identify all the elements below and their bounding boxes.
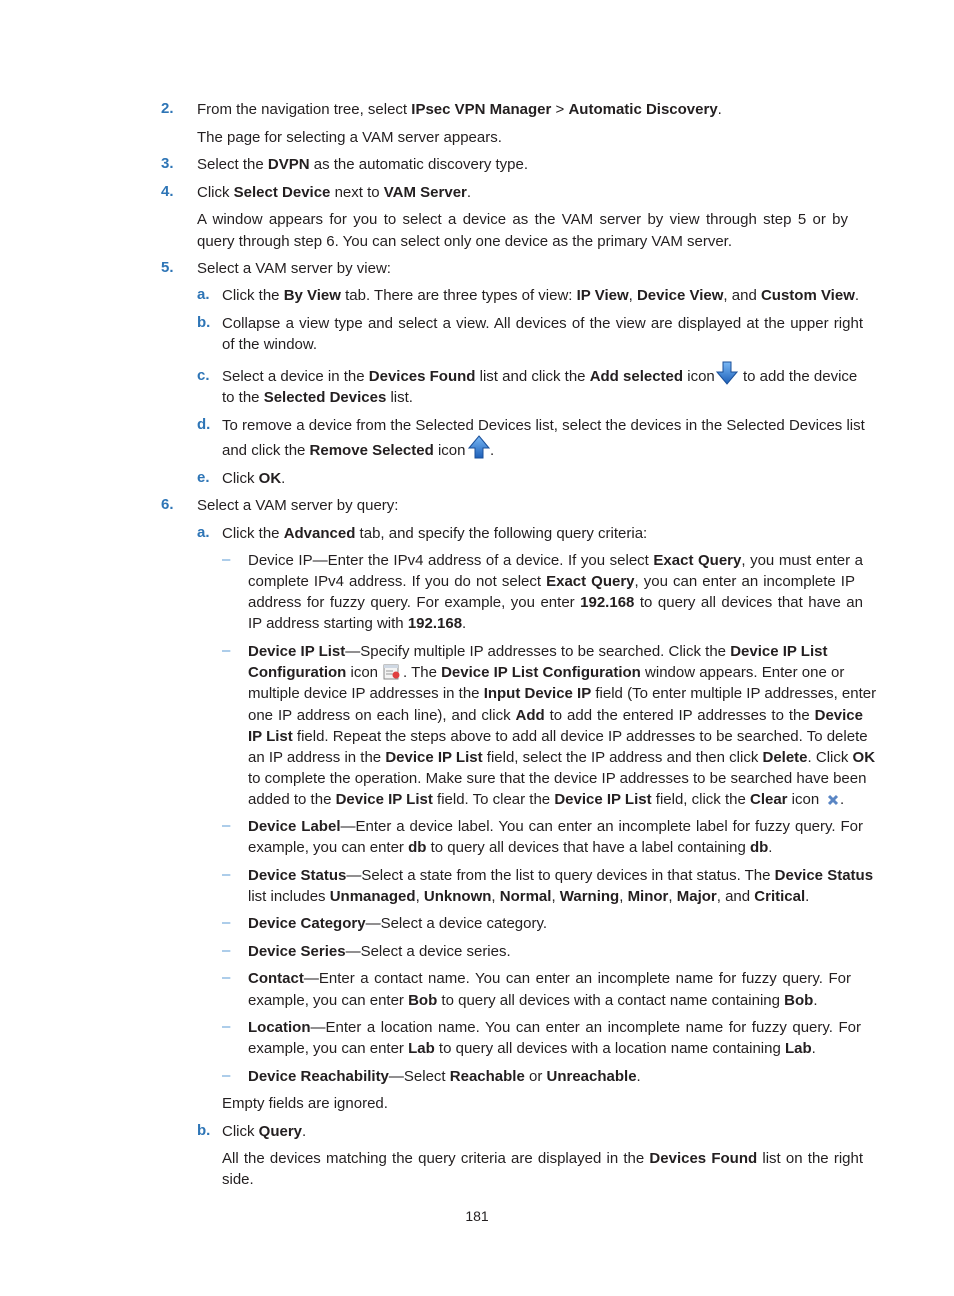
step-text: Click Select Device next to VAM Server. — [197, 184, 472, 201]
criteria-text: Device Category—Select a device category. — [248, 915, 548, 932]
criteria-text: Location—Enter a location name. You can enter an incomplete name for fuzzy query. For — [248, 1019, 861, 1036]
substep-letter: d. — [197, 416, 211, 433]
step-number: 4. — [161, 183, 174, 200]
step-number: 3. — [161, 155, 174, 172]
substep-text: to the Selected Devices list. — [222, 389, 413, 406]
list-dash: – — [222, 914, 231, 931]
criteria-text: . — [840, 791, 845, 808]
substep-text: . — [490, 442, 495, 459]
substep-text: Click OK. — [222, 470, 286, 487]
substep-letter: a. — [197, 286, 210, 303]
criteria-text: to complete the operation. Make sure that the device IP addresses to be searched have been — [248, 770, 867, 787]
substep-note: All the devices matching the query criteria are displayed in the Devices Found list on the right — [222, 1150, 864, 1167]
criteria-text: list includes Unmanaged, Unknown, Normal, Warning, Minor, Major, and Critical. — [248, 888, 810, 905]
note-text: Empty fields are ignored. — [222, 1095, 388, 1112]
substep-text: to add the device — [743, 368, 858, 385]
criteria-text: . The Device IP List Configuration window appears. Enter one or — [403, 664, 845, 681]
criteria-text: example, you can enter Lab to query all devices with a location name containing Lab. — [248, 1040, 816, 1057]
criteria-text: one IP address on each line), and click Add to add the entered IP addresses to the Device — [248, 707, 863, 724]
substep-text: Click the By View tab. There are three types of view: IP View, Device View, and Custom View. — [222, 287, 860, 304]
list-dash: – — [222, 817, 231, 834]
substep-text: and click the Remove Selected icon — [222, 442, 466, 459]
substep-text: Select a device in the Devices Found list and click the Add selected icon — [222, 368, 715, 385]
step-note: The page for selecting a VAM server appears. — [197, 129, 502, 146]
substep-text: Collapse a view type and select a view. All devices of the view are displayed at the upper right — [222, 315, 863, 332]
criteria-text: IP address starting with 192.168. — [248, 615, 467, 632]
substep-text: Click the Advanced tab, and specify the following query criteria: — [222, 525, 648, 542]
list-dash: – — [222, 866, 231, 883]
criteria-text: example, you can enter Bob to query all devices with a contact name containing Bob. — [248, 992, 818, 1009]
substep-text: Click Query. — [222, 1123, 307, 1140]
list-dash: – — [222, 642, 231, 659]
page-number: 181 — [465, 1208, 489, 1224]
criteria-text: IP List field. Repeat the steps above to add all device IP addresses to be searched. To delete — [248, 728, 868, 745]
step-text: Select a VAM server by query: — [197, 497, 399, 514]
substep-letter: b. — [197, 1122, 211, 1139]
criteria-text: Contact—Enter a contact name. You can enter an incomplete name for fuzzy query. For — [248, 970, 851, 987]
step-note: query through step 6. You can select only one device as the primary VAM server. — [197, 233, 733, 250]
criteria-text: Device Reachability—Select Reachable or Unreachable. — [248, 1068, 641, 1085]
list-dash: – — [222, 1018, 231, 1035]
criteria-text: address for fuzzy query. For example, you enter 192.168 to query all devices that have an — [248, 594, 863, 611]
substep-text: To remove a device from the Selected Devices list, select the devices in the Selected Devices list — [222, 417, 865, 434]
arrow-up-icon — [468, 435, 490, 459]
substep-letter: a. — [197, 524, 210, 541]
step-text: From the navigation tree, select IPsec VPN Manager > Automatic Discovery. — [197, 101, 722, 118]
criteria-text: an IP address in the Device IP List field, select the IP address and then click Delete. Click OK — [248, 749, 876, 766]
criteria-text: multiple device IP addresses in the Input Device IP field (To enter multiple IP addresses, enter — [248, 685, 877, 702]
substep-letter: e. — [197, 469, 210, 486]
criteria-text: Device IP—Enter the IPv4 address of a device. If you select Exact Query, you must enter a — [248, 552, 864, 569]
criteria-text: example, you can enter db to query all devices that have a label containing db. — [248, 839, 773, 856]
list-dash: – — [222, 551, 231, 568]
substep-letter: b. — [197, 314, 211, 331]
step-number: 5. — [161, 259, 174, 276]
substep-letter: c. — [197, 367, 210, 384]
ip-list-config-icon — [383, 663, 401, 681]
step-number: 2. — [161, 100, 174, 117]
criteria-text: Configuration icon — [248, 664, 379, 681]
step-text: Select a VAM server by view: — [197, 260, 391, 277]
criteria-text: Device Series—Select a device series. — [248, 943, 511, 960]
list-dash: – — [222, 1067, 231, 1084]
criteria-text: Device Status—Select a state from the list to query devices in that status. The Device Status — [248, 867, 874, 884]
list-dash: – — [222, 942, 231, 959]
step-text: Select the DVPN as the automatic discovery type. — [197, 156, 529, 173]
criteria-text: Device IP List—Specify multiple IP addresses to be searched. Click the Device IP List — [248, 643, 828, 660]
clear-x-icon — [826, 793, 840, 807]
arrow-down-icon — [716, 361, 738, 385]
criteria-text: complete IPv4 address. If you do not select Exact Query, you can enter an incomplete IP — [248, 573, 855, 590]
criteria-text: added to the Device IP List field. To clear the Device IP List field, click the Clear icon — [248, 791, 820, 808]
substep-text: of the window. — [222, 336, 318, 353]
list-dash: – — [222, 969, 231, 986]
substep-note: side. — [222, 1171, 254, 1188]
criteria-text: Device Label—Enter a device label. You can enter an incomplete label for fuzzy query. For — [248, 818, 863, 835]
step-number: 6. — [161, 496, 174, 513]
step-note: A window appears for you to select a device as the VAM server by view through step 5 or by — [197, 211, 848, 228]
